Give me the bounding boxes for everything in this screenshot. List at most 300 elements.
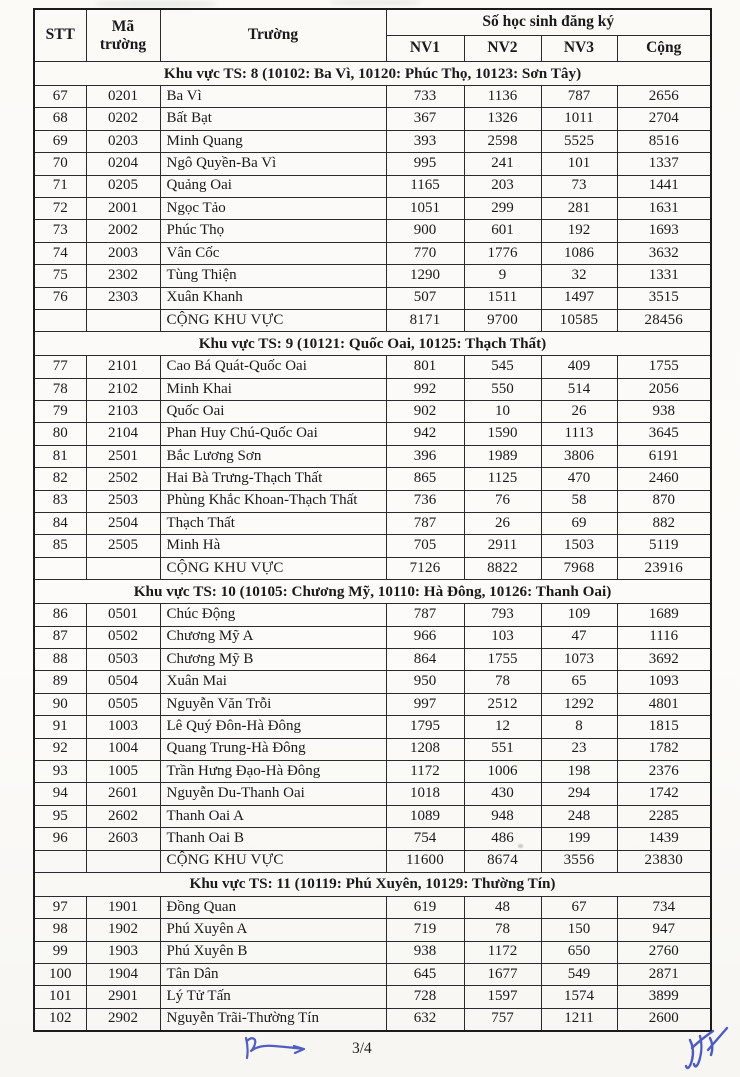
school-code-cell: 1003 [86,716,160,738]
total-cell: 1815 [617,716,711,738]
school-row [34,1008,711,1030]
nv3-cell: 1073 [541,648,617,670]
stt-cell: 98 [34,919,86,941]
nv2-cell: 550 [464,378,541,400]
school-code-cell: 2505 [86,535,160,557]
total-cell: 2056 [617,378,711,400]
total-cell: 2871 [617,964,711,986]
total-cell: 1755 [617,356,711,378]
total-cell: 870 [617,490,711,512]
nv3-cell: 248 [541,805,617,827]
school-code-cell [86,850,160,872]
stt-cell: 101 [34,986,86,1008]
total-cell: 2760 [617,941,711,963]
nv1-cell: 1172 [386,760,464,782]
school-name-cell: Ngọc Tảo [160,197,386,219]
nv1-cell: 1208 [386,738,464,760]
school-name-cell: Nguyễn Văn Trỗi [160,693,386,715]
section-header-row [34,872,711,896]
region-total-label: CỘNG KHU VỰC [160,850,386,872]
total-cell: 3645 [617,423,711,445]
nv1-cell: 719 [386,919,464,941]
nv1-cell: 865 [386,468,464,490]
nv2-cell: 1776 [464,242,541,264]
school-code-cell: 0205 [86,175,160,197]
nv2-cell: 545 [464,356,541,378]
school-name-cell: Thạch Thất [160,513,386,535]
school-name-cell: Thanh Oai A [160,805,386,827]
total-cell: 1331 [617,265,711,287]
nv1-total-cell: 7126 [386,557,464,579]
nv3-cell: 199 [541,828,617,850]
col-header-registered-group: Số học sinh đăng ký [386,9,711,36]
nv1-cell: 1051 [386,197,464,219]
school-name-cell: Ngô Quyền-Ba Vì [160,153,386,175]
nv2-cell: 78 [464,919,541,941]
total-cell: 1337 [617,153,711,175]
stt-cell: 69 [34,130,86,152]
nv1-cell: 900 [386,220,464,242]
nv2-cell: 1136 [464,86,541,108]
section-header-row [34,580,711,604]
page-number: 3/4 [352,1040,372,1057]
school-code-cell: 1904 [86,964,160,986]
school-code-cell: 0502 [86,626,160,648]
nv2-cell: 430 [464,783,541,805]
nv2-cell: 103 [464,626,541,648]
nv2-cell: 48 [464,896,541,918]
school-code-cell: 2302 [86,265,160,287]
nv3-cell: 73 [541,175,617,197]
total-cell: 8516 [617,130,711,152]
school-row [34,964,711,986]
school-name-cell: Phùng Khắc Khoan-Thạch Thất [160,490,386,512]
nv2-cell: 551 [464,738,541,760]
stt-cell: 92 [34,738,86,760]
nv1-cell: 645 [386,964,464,986]
school-row [34,401,711,423]
section-title: Khu vực TS: 11 (10119: Phú Xuyên, 10129: Thường Tín) [34,872,711,896]
nv2-cell: 2598 [464,130,541,152]
nv3-cell: 281 [541,197,617,219]
stt-cell: 90 [34,693,86,715]
nv3-cell: 109 [541,604,617,626]
total-cell: 1439 [617,828,711,850]
stt-cell [34,850,86,872]
total-cell: 2600 [617,1008,711,1030]
nv3-cell: 101 [541,153,617,175]
school-name-cell: Phú Xuyên B [160,941,386,963]
school-code-cell: 2103 [86,401,160,423]
nv3-cell: 198 [541,760,617,782]
school-name-cell: Quang Trung-Hà Đông [160,738,386,760]
nv3-cell: 32 [541,265,617,287]
school-code-cell: 2102 [86,378,160,400]
total-cell: 3515 [617,287,711,309]
nv2-cell: 1326 [464,108,541,130]
nv2-cell: 486 [464,828,541,850]
school-row [34,378,711,400]
school-row [34,805,711,827]
col-header-stt: STT [34,9,86,62]
school-row [34,738,711,760]
school-name-cell: Minh Quang [160,130,386,152]
nv3-cell: 1292 [541,693,617,715]
stt-cell: 91 [34,716,86,738]
section-title: Khu vực TS: 8 (10102: Ba Vì, 10120: Phúc Thọ, 10123: Sơn Tây) [34,62,711,86]
school-row [34,265,711,287]
nv1-cell: 619 [386,896,464,918]
school-code-cell: 2303 [86,287,160,309]
total-cell: 734 [617,896,711,918]
nv1-cell: 736 [386,490,464,512]
school-code-cell: 1902 [86,919,160,941]
grand-total-cell: 23830 [617,850,711,872]
school-row [34,604,711,626]
total-cell: 2376 [617,760,711,782]
nv3-cell: 294 [541,783,617,805]
section-header-row [34,62,711,86]
school-name-cell: Phú Xuyên A [160,919,386,941]
school-code-cell: 2002 [86,220,160,242]
school-code-cell: 0202 [86,108,160,130]
school-row [34,535,711,557]
nv1-cell: 770 [386,242,464,264]
nv1-cell: 938 [386,941,464,963]
nv2-cell: 601 [464,220,541,242]
total-cell: 938 [617,401,711,423]
nv1-cell: 705 [386,535,464,557]
school-name-cell: Minh Hà [160,535,386,557]
nv3-cell: 787 [541,86,617,108]
nv2-cell: 948 [464,805,541,827]
total-cell: 947 [617,919,711,941]
school-row [34,513,711,535]
school-row [34,896,711,918]
nv1-cell: 902 [386,401,464,423]
grand-total-cell: 23916 [617,557,711,579]
school-name-cell: Chương Mỹ B [160,648,386,670]
nv1-cell: 995 [386,153,464,175]
nv3-cell: 65 [541,671,617,693]
school-row [34,108,711,130]
school-row [34,445,711,467]
nv1-cell: 1089 [386,805,464,827]
stt-cell: 75 [34,265,86,287]
stt-cell: 73 [34,220,86,242]
section-title: Khu vực TS: 9 (10121: Quốc Oai, 10125: Thạch Thất) [34,332,711,356]
nv2-cell: 241 [464,153,541,175]
school-name-cell: Bất Bạt [160,108,386,130]
col-header-nv1: NV1 [386,36,464,62]
stt-cell: 70 [34,153,86,175]
stt-cell: 97 [34,896,86,918]
school-code-cell: 2601 [86,783,160,805]
total-cell: 3632 [617,242,711,264]
total-cell: 2704 [617,108,711,130]
nv1-cell: 396 [386,445,464,467]
school-code-cell: 2003 [86,242,160,264]
nv1-cell: 632 [386,1008,464,1030]
total-cell: 5119 [617,535,711,557]
school-row [34,716,711,738]
stt-cell: 93 [34,760,86,782]
nv1-total-cell: 11600 [386,850,464,872]
nv3-total-cell: 10585 [541,309,617,331]
nv3-cell: 650 [541,941,617,963]
total-cell: 1742 [617,783,711,805]
school-name-cell: Ba Vì [160,86,386,108]
nv1-cell: 997 [386,693,464,715]
school-row [34,986,711,1008]
nv3-cell: 3806 [541,445,617,467]
stt-cell: 82 [34,468,86,490]
school-code-cell: 2101 [86,356,160,378]
stt-cell: 86 [34,604,86,626]
school-name-cell: Trần Hưng Đạo-Hà Đông [160,760,386,782]
nv2-total-cell: 9700 [464,309,541,331]
nv2-total-cell: 8822 [464,557,541,579]
col-header-total: Cộng [617,36,711,62]
school-row [34,648,711,670]
school-code-cell [86,557,160,579]
region-total-label: CỘNG KHU VỰC [160,557,386,579]
stt-cell: 68 [34,108,86,130]
school-name-cell: Tùng Thiện [160,265,386,287]
school-row [34,490,711,512]
section-title: Khu vực TS: 10 (10105: Chương Mỹ, 10110: Hà Đông, 10126: Thanh Oai) [34,580,711,604]
stt-cell: 79 [34,401,86,423]
region-total-row [34,850,711,872]
school-code-cell: 2901 [86,986,160,1008]
stt-cell: 83 [34,490,86,512]
nv2-cell: 10 [464,401,541,423]
school-row [34,693,711,715]
stt-cell: 67 [34,86,86,108]
nv2-cell: 1755 [464,648,541,670]
total-cell: 2285 [617,805,711,827]
handwritten-initial-left [238,1032,316,1066]
nv3-cell: 58 [541,490,617,512]
nv1-cell: 966 [386,626,464,648]
nv3-cell: 409 [541,356,617,378]
nv3-cell: 1503 [541,535,617,557]
school-row [34,197,711,219]
nv1-cell: 733 [386,86,464,108]
total-cell: 1693 [617,220,711,242]
nv3-cell: 8 [541,716,617,738]
school-name-cell: Quảng Oai [160,175,386,197]
school-row [34,783,711,805]
col-header-school-code: Mã trường [86,9,160,62]
total-cell: 3899 [617,986,711,1008]
nv3-cell: 26 [541,401,617,423]
school-code-cell: 2902 [86,1008,160,1030]
school-row [34,287,711,309]
region-total-row [34,309,711,331]
school-code-cell: 2001 [86,197,160,219]
school-row [34,86,711,108]
school-code-cell: 0503 [86,648,160,670]
nv1-cell: 787 [386,604,464,626]
school-name-cell: Minh Khai [160,378,386,400]
school-row [34,760,711,782]
school-code-cell: 1901 [86,896,160,918]
handwritten-initial-right [680,1022,736,1074]
total-cell: 6191 [617,445,711,467]
school-name-cell: Bắc Lương Sơn [160,445,386,467]
stt-cell: 72 [34,197,86,219]
school-row [34,423,711,445]
nv2-cell: 2911 [464,535,541,557]
school-row [34,919,711,941]
nv2-cell: 9 [464,265,541,287]
header-row-top [34,9,711,36]
stt-cell: 78 [34,378,86,400]
total-cell: 1093 [617,671,711,693]
stt-cell: 102 [34,1008,86,1030]
nv2-cell: 1677 [464,964,541,986]
total-cell: 4801 [617,693,711,715]
nv2-cell: 793 [464,604,541,626]
col-header-nv2: NV2 [464,36,541,62]
total-cell: 3692 [617,648,711,670]
school-code-cell: 0504 [86,671,160,693]
school-code-cell [86,309,160,331]
total-cell: 2656 [617,86,711,108]
stt-cell [34,309,86,331]
school-row [34,220,711,242]
school-name-cell: Phúc Thọ [160,220,386,242]
school-code-cell: 0203 [86,130,160,152]
nv1-cell: 1165 [386,175,464,197]
school-code-cell: 2603 [86,828,160,850]
school-name-cell: Tân Dân [160,964,386,986]
school-name-cell: Lý Tử Tấn [160,986,386,1008]
school-name-cell: Xuân Khanh [160,287,386,309]
school-code-cell: 0204 [86,153,160,175]
nv3-cell: 150 [541,919,617,941]
nv2-cell: 1590 [464,423,541,445]
total-cell: 882 [617,513,711,535]
nv1-cell: 864 [386,648,464,670]
school-row [34,130,711,152]
school-name-cell: Chương Mỹ A [160,626,386,648]
nv2-cell: 2512 [464,693,541,715]
stt-cell [34,557,86,579]
nv1-cell: 367 [386,108,464,130]
school-code-cell: 0505 [86,693,160,715]
stt-cell: 76 [34,287,86,309]
nv1-cell: 754 [386,828,464,850]
nv3-cell: 1574 [541,986,617,1008]
total-cell: 1689 [617,604,711,626]
stt-cell: 84 [34,513,86,535]
total-cell: 1782 [617,738,711,760]
school-code-cell: 0501 [86,604,160,626]
nv1-cell: 787 [386,513,464,535]
school-row [34,468,711,490]
school-code-cell: 2504 [86,513,160,535]
nv3-cell: 192 [541,220,617,242]
school-name-cell: Đồng Quan [160,896,386,918]
nv3-cell: 1113 [541,423,617,445]
stt-cell: 94 [34,783,86,805]
school-code-cell: 2502 [86,468,160,490]
school-name-cell: Xuân Mai [160,671,386,693]
nv1-cell: 393 [386,130,464,152]
registration-table [33,8,712,1032]
total-cell: 1116 [617,626,711,648]
nv1-total-cell: 8171 [386,309,464,331]
school-code-cell: 2501 [86,445,160,467]
stt-cell: 99 [34,941,86,963]
school-row [34,242,711,264]
school-name-cell: Cao Bá Quát-Quốc Oai [160,356,386,378]
scan-artifact [330,0,420,5]
scan-artifact [96,1,216,7]
school-row [34,153,711,175]
stt-cell: 71 [34,175,86,197]
nv2-cell: 299 [464,197,541,219]
stt-cell: 87 [34,626,86,648]
grand-total-cell: 28456 [617,309,711,331]
col-header-nv3: NV3 [541,36,617,62]
nv2-cell: 12 [464,716,541,738]
stt-cell: 77 [34,356,86,378]
school-name-cell: Chúc Động [160,604,386,626]
region-total-label: CỘNG KHU VỰC [160,309,386,331]
nv1-cell: 950 [386,671,464,693]
nv1-cell: 1795 [386,716,464,738]
nv1-cell: 801 [386,356,464,378]
school-name-cell: Phan Huy Chú-Quốc Oai [160,423,386,445]
school-row [34,828,711,850]
school-name-cell: Hai Bà Trưng-Thạch Thất [160,468,386,490]
table-body [34,62,711,1031]
nv1-cell: 1290 [386,265,464,287]
stt-cell: 88 [34,648,86,670]
nv2-cell: 1989 [464,445,541,467]
stt-cell: 81 [34,445,86,467]
nv2-cell: 26 [464,513,541,535]
school-code-cell: 1903 [86,941,160,963]
total-cell: 2460 [617,468,711,490]
school-code-cell: 1004 [86,738,160,760]
total-cell: 1631 [617,197,711,219]
nv2-cell: 1511 [464,287,541,309]
stt-cell: 85 [34,535,86,557]
stt-cell: 96 [34,828,86,850]
nv3-cell: 5525 [541,130,617,152]
nv1-cell: 942 [386,423,464,445]
nv2-cell: 1597 [464,986,541,1008]
nv2-cell: 757 [464,1008,541,1030]
nv2-total-cell: 8674 [464,850,541,872]
nv2-cell: 1172 [464,941,541,963]
stt-cell: 95 [34,805,86,827]
nv1-cell: 728 [386,986,464,1008]
nv2-cell: 78 [464,671,541,693]
nv2-cell: 1125 [464,468,541,490]
region-total-row [34,557,711,579]
school-code-cell: 2104 [86,423,160,445]
school-name-cell: Thanh Oai B [160,828,386,850]
school-code-cell: 2602 [86,805,160,827]
school-name-cell: Nguyễn Trãi-Thường Tín [160,1008,386,1030]
nv3-cell: 549 [541,964,617,986]
nv3-cell: 23 [541,738,617,760]
